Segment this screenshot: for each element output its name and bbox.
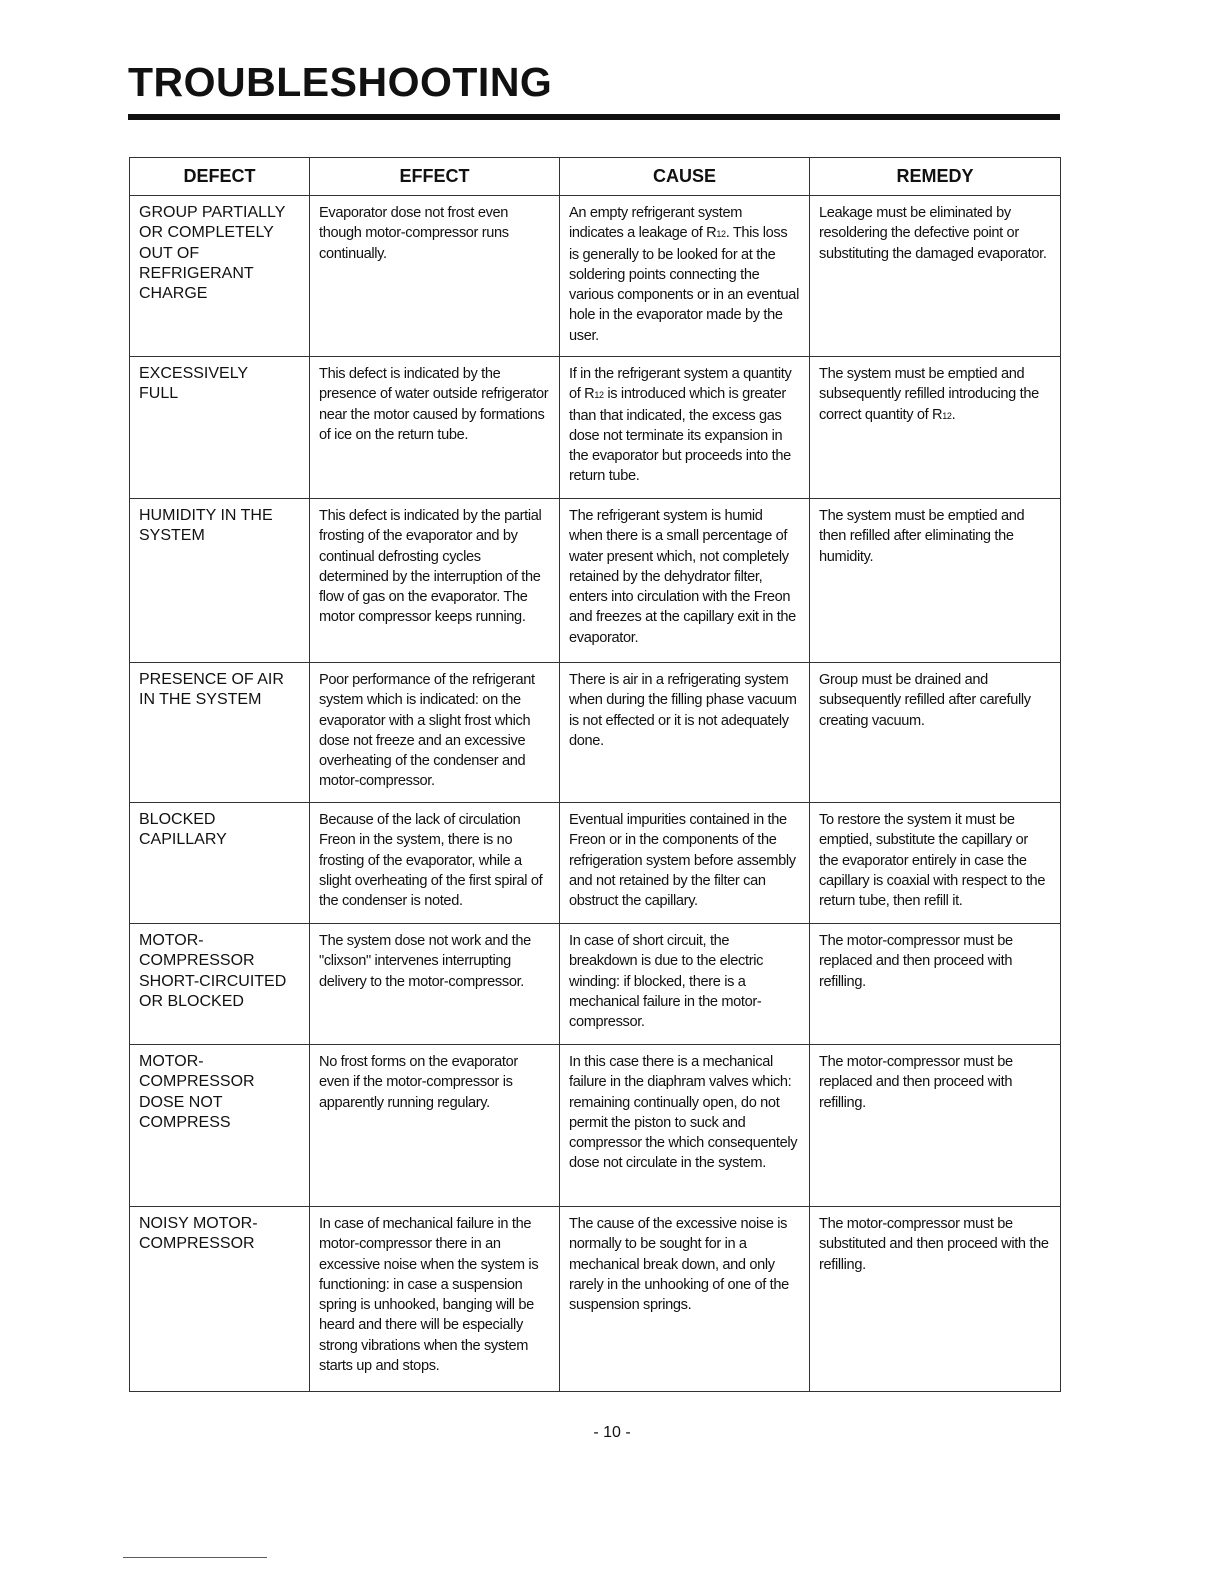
title-divider	[128, 114, 1060, 120]
footer-link-underline	[123, 1557, 267, 1558]
cause-cell: In this case there is a mechanical failure in the diaphram valves which: remaining continually open, do not permit the piston to suck and compressor the which consequentely dose not circulate in the system.	[560, 1045, 810, 1207]
cause-cell: In case of short circuit, the breakdown is due to the electric winding: if blocked, there is a mechanical failure in the motor-compressor.	[560, 924, 810, 1045]
page-title: TROUBLESHOOTING	[128, 59, 553, 105]
cause-cell: The cause of the excessive noise is normally to be sought for in a mechanical break down, and only rarely in the unhooking of one of the suspension springs.	[560, 1207, 810, 1392]
defect-cell: NOISY MOTOR-COMPRESSOR	[130, 1207, 310, 1392]
table-row	[130, 1207, 1061, 1392]
defect-cell: EXCESSIVELY FULL	[130, 357, 310, 499]
header-effect: EFFECT	[310, 158, 560, 196]
effect-cell: Because of the lack of circulation Freon in the system, there is no frosting of the evaporator, while a slight overheating of the first spiral of the condenser is noted.	[310, 803, 560, 924]
table-row	[130, 499, 1061, 663]
effect-cell: No frost forms on the evaporator even if the motor-compressor is apparently running regulary.	[310, 1045, 560, 1207]
defect-cell: HUMIDITY IN THE SYSTEM	[130, 499, 310, 663]
defect-cell: MOTOR-COMPRESSOR SHORT-CIRCUITED OR BLOCKED	[130, 924, 310, 1045]
remedy-cell: The system must be emptied and then refilled after eliminating the humidity.	[810, 499, 1061, 663]
effect-cell: In case of mechanical failure in the motor-compressor there in an excessive noise when the system is functioning: in case a suspension spring is unhooked, banging will be heard and there will be especially strong vibrations when the system starts up and stops.	[310, 1207, 560, 1392]
remedy-cell: The system must be emptied and subsequently refilled introducing the correct quantity of R12.	[810, 357, 1061, 499]
table-row	[130, 803, 1061, 924]
defect-cell: GROUP PARTIALLY OR COMPLETELY OUT OF REFRIGERANT CHARGE	[130, 196, 310, 357]
table-row	[130, 1045, 1061, 1207]
effect-cell: Poor performance of the refrigerant system which is indicated: on the evaporator with a slight frost which dose not freeze and an excessive overheating of the condenser and motor-compressor.	[310, 663, 560, 803]
cause-cell: Eventual impurities contained in the Freon or in the components of the refrigeration system before assembly and not retained by the filter can obstruct the capillary.	[560, 803, 810, 924]
effect-cell: The system dose not work and the "clixson" intervenes interrupting delivery to the motor-compressor.	[310, 924, 560, 1045]
remedy-cell: Leakage must be eliminated by resoldering the defective point or substituting the damaged evaporator.	[810, 196, 1061, 357]
remedy-cell: Group must be drained and subsequently refilled after carefully creating vacuum.	[810, 663, 1061, 803]
table-row	[130, 924, 1061, 1045]
remedy-cell: The motor-compressor must be replaced and then proceed with refilling.	[810, 924, 1061, 1045]
cause-cell: There is air in a refrigerating system when during the filling phase vacuum is not effected or it is not adequately done.	[560, 663, 810, 803]
header-defect: DEFECT	[130, 158, 310, 196]
defect-cell: PRESENCE OF AIR IN THE SYSTEM	[130, 663, 310, 803]
table-row	[130, 663, 1061, 803]
cause-cell: An empty refrigerant system indicates a leakage of R12. This loss is generally to be looked for at the soldering points connecting the various components or in an eventual hole in the evaporator made by the user.	[560, 196, 810, 357]
effect-cell: This defect is indicated by the partial frosting of the evaporator and by continual defrosting cycles determined by the interruption of the flow of gas on the evaporator. The motor compressor keeps running.	[310, 499, 560, 663]
cause-cell: The refrigerant system is humid when there is a small percentage of water present which, not completely retained by the dehydrator filter, enters into circulation with the Freon and freezes at the capillary exit in the evaporator.	[560, 499, 810, 663]
page-number: - 10 -	[593, 1424, 631, 1441]
remedy-cell: The motor-compressor must be replaced and then proceed with refilling.	[810, 1045, 1061, 1207]
remedy-cell: The motor-compressor must be substituted and then proceed with the refilling.	[810, 1207, 1061, 1392]
cause-cell: If in the refrigerant system a quantity of R12 is introduced which is greater than that indicated, the excess gas dose not terminate its expansion in the evaporator but proceeds into the return tube.	[560, 357, 810, 499]
defect-cell: MOTOR-COMPRESSOR DOSE NOT COMPRESS	[130, 1045, 310, 1207]
header-cause: CAUSE	[560, 158, 810, 196]
table-row	[130, 196, 1061, 357]
header-remedy: REMEDY	[810, 158, 1061, 196]
effect-cell: Evaporator dose not frost even though motor-compressor runs continually.	[310, 196, 560, 357]
table-header-row	[130, 158, 1061, 196]
remedy-cell: To restore the system it must be emptied, substitute the capillary or the evaporator entirely in case the capillary is coaxial with respect to the return tube, then refill it.	[810, 803, 1061, 924]
defect-cell: BLOCKED CAPILLARY	[130, 803, 310, 924]
troubleshooting-table	[129, 157, 1061, 1392]
effect-cell: This defect is indicated by the presence of water outside refrigerator near the motor caused by formations of ice on the return tube.	[310, 357, 560, 499]
table-row	[130, 357, 1061, 499]
